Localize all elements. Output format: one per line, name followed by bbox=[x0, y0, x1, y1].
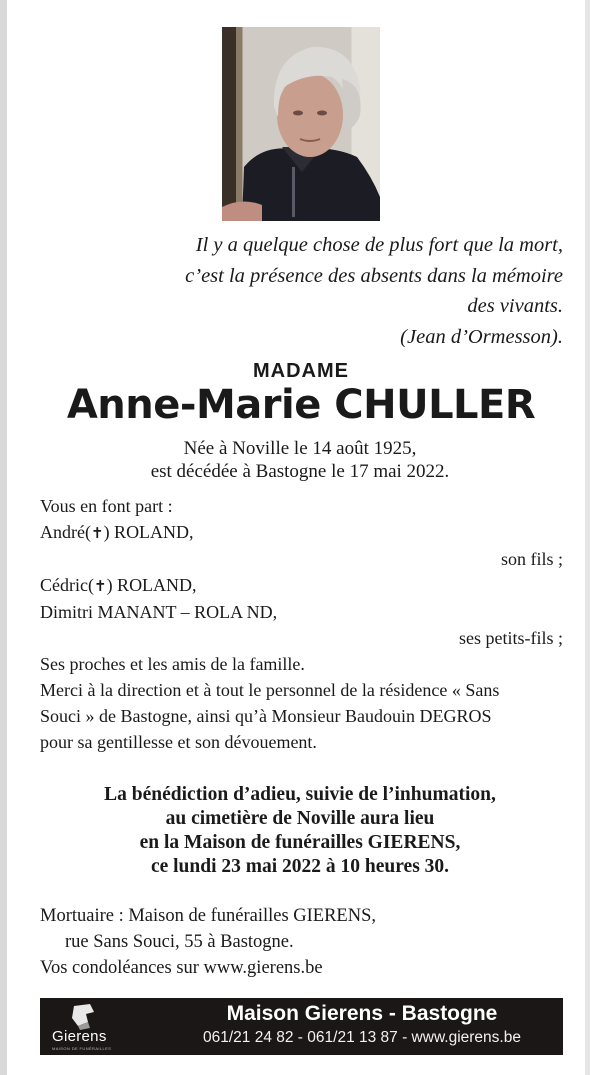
announcement-intro: Vous en font part : bbox=[40, 496, 173, 516]
funeral-home-contact: 061/21 24 82 - 061/21 13 87 - www.gierens.be bbox=[203, 1029, 521, 1046]
deceased-name: Anne-Marie CHULLER bbox=[66, 382, 536, 428]
honorific-title: MADAME bbox=[253, 360, 349, 382]
announcement-text bbox=[40, 493, 563, 755]
quote-line: Il y a quelque chose de plus fort que la mort, bbox=[195, 234, 563, 256]
thanks-line: Souci » de Bastogne, ainsi qu’à Monsieur Baudouin DEGROS bbox=[40, 706, 492, 726]
portrait-photo bbox=[222, 27, 380, 221]
death-line: est décédée à Bastogne le 17 mai 2022. bbox=[150, 461, 450, 482]
birth-line: Née à Noville le 14 août 1925, bbox=[183, 438, 417, 459]
mortuary-line: Mortuaire : Maison de funérailles GIERENS, bbox=[40, 906, 377, 926]
ceremony-line: en la Maison de funérailles GIERENS, bbox=[139, 832, 461, 853]
condolences-line: Vos condoléances sur www.gierens.be bbox=[40, 958, 323, 978]
grandson-name bbox=[40, 572, 563, 599]
logo-wordmark: Gierens bbox=[52, 1028, 107, 1045]
portrait-illustration bbox=[222, 27, 380, 221]
grandson1-name-last: ) ROLAND, bbox=[106, 575, 197, 595]
son-name-first: André( bbox=[40, 522, 91, 542]
logo-tagline: MAISON DE FUNÉRAILLES bbox=[52, 1046, 112, 1051]
cross-icon: ✝ bbox=[93, 577, 107, 595]
mortuary-info bbox=[40, 903, 560, 981]
grandson-name: Dimitri MANANT – ROLA ND, bbox=[40, 602, 278, 622]
ceremony-details bbox=[0, 783, 590, 879]
grandchildren-role: ses petits-fils ; bbox=[459, 628, 563, 648]
funeral-home-banner bbox=[40, 998, 563, 1055]
quote-line: c’est la présence des absents dans la mémoire bbox=[185, 264, 563, 287]
memorial-quote bbox=[143, 230, 563, 352]
cross-icon: ✝ bbox=[90, 524, 104, 542]
son-name bbox=[40, 519, 563, 546]
son-role: son fils ; bbox=[500, 549, 563, 569]
ceremony-line: au cimetière de Noville aura lieu bbox=[165, 808, 435, 829]
page-edge-left bbox=[0, 0, 7, 1075]
grandson1-name-first: Cédric( bbox=[40, 575, 94, 595]
thanks-line: Merci à la direction et à tout le personnel de la résidence « Sans bbox=[40, 680, 500, 700]
ceremony-line: ce lundi 23 mai 2022 à 10 heures 30. bbox=[150, 856, 450, 877]
page-edge-right bbox=[585, 0, 590, 1075]
mortuary-address: rue Sans Souci, 55 à Bastogne. bbox=[65, 932, 294, 952]
son-name-last: ) ROLAND, bbox=[103, 522, 194, 542]
birth-death-info bbox=[0, 437, 590, 483]
thanks-line: pour sa gentillesse et son dévouement. bbox=[40, 732, 317, 752]
quote-line: des vivants. bbox=[467, 295, 563, 317]
relatives-line: Ses proches et les amis de la famille. bbox=[40, 654, 305, 674]
ceremony-line: La bénédiction d’adieu, suivie de l’inhumation, bbox=[104, 784, 496, 805]
quote-attribution: (Jean d’Ormesson). bbox=[400, 325, 563, 348]
funeral-home-name: Maison Gierens - Bastogne bbox=[226, 1002, 498, 1025]
